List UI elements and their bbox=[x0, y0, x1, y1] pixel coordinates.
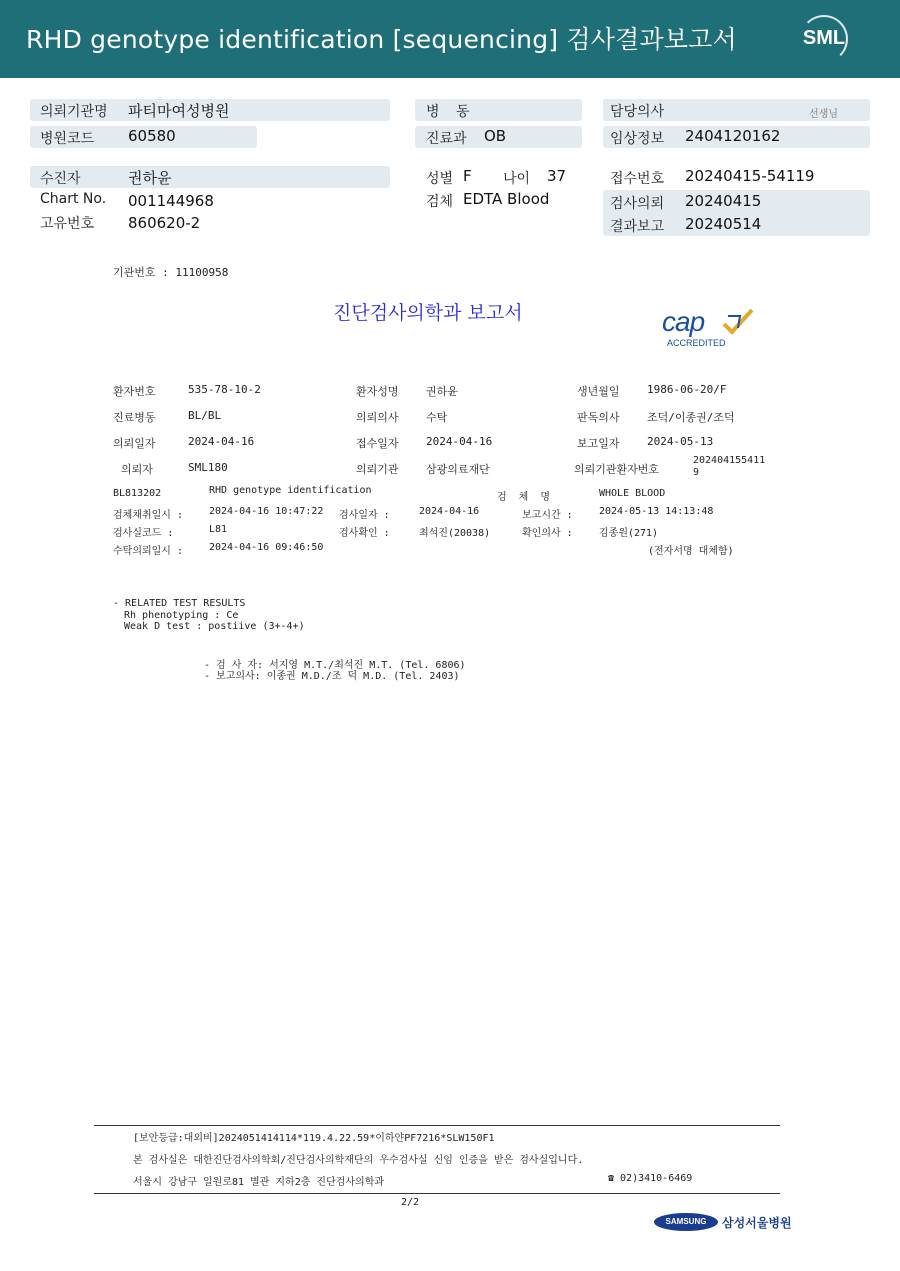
r3-value3: 2024-05-13 bbox=[647, 435, 714, 448]
clinical-label: 임상정보 bbox=[610, 131, 665, 147]
doctor-label: 담당의사 bbox=[610, 104, 665, 120]
m2-label1: 검사실코드 : bbox=[113, 528, 174, 539]
doctor-suffix: 선생님 bbox=[809, 109, 838, 120]
report-label: 결과보고 bbox=[610, 219, 665, 235]
specimen-label: 검체 bbox=[426, 194, 454, 210]
m3-value1: 2024-04-16 09:46:50 bbox=[209, 542, 324, 553]
m3-label1: 수탁의뢰일시 : bbox=[113, 546, 184, 557]
r2-value2: 수탁 bbox=[426, 411, 448, 424]
r1-label1: 환자번호 bbox=[113, 385, 156, 398]
footer-top-rule bbox=[94, 1125, 780, 1126]
cap-accredited: ACCREDITED bbox=[667, 338, 726, 348]
staff-tester: - 검 사 자: 서지영 M.T./최석진 M.T. (Tel. 6806) bbox=[204, 660, 466, 671]
m2-value1: L81 bbox=[209, 524, 228, 535]
agency-number: 기관번호 : 11100958 bbox=[113, 266, 229, 279]
m2-value2: 최석진(20038) bbox=[419, 528, 491, 539]
code-value: 60580 bbox=[128, 127, 176, 145]
sex-value: F bbox=[463, 167, 472, 185]
samsung-logo: SAMSUNG bbox=[654, 1213, 718, 1231]
chart-value: 001144968 bbox=[128, 192, 214, 210]
patient-label: 수진자 bbox=[40, 171, 81, 187]
age-label: 나이 bbox=[503, 171, 531, 187]
cap-logo bbox=[662, 306, 762, 350]
page-number: 2/2 bbox=[401, 1197, 420, 1208]
report-value: 20240514 bbox=[685, 215, 762, 233]
spec-value: WHOLE BLOOD bbox=[599, 488, 666, 499]
receipt-value: 20240415-54119 bbox=[685, 167, 815, 185]
request-value: 20240415 bbox=[685, 192, 762, 210]
r4-value2: 삼광의료재단 bbox=[426, 463, 490, 476]
m1-label1: 검체채취일시 : bbox=[113, 510, 184, 521]
result-weak-d: Weak D test : postiive (3+-4+) bbox=[124, 621, 305, 632]
test-name: RHD genotype identification bbox=[209, 485, 372, 496]
m2-value3: 김종원(271) bbox=[599, 528, 659, 539]
footer-cert: 본 검사실은 대한진단검사의학회/진단검사의학재단의 우수검사실 신임 인증을 받은 검사실입니다. bbox=[133, 1155, 584, 1166]
hospital-name: 삼성서울병원 bbox=[722, 1216, 792, 1230]
r3-value2: 2024-04-16 bbox=[426, 435, 493, 448]
r2-label1: 진료병동 bbox=[113, 411, 156, 424]
r2-label2: 의뢰의사 bbox=[356, 411, 399, 424]
sex-label: 성별 bbox=[426, 171, 454, 187]
ward-label: 병 동 bbox=[426, 104, 476, 120]
dept-label: 진료과 bbox=[426, 131, 467, 147]
receipt-label: 접수번호 bbox=[610, 171, 665, 187]
specimen-value: EDTA Blood bbox=[463, 190, 550, 208]
m1-value3: 2024-05-13 14:13:48 bbox=[599, 506, 714, 517]
r1-value2: 권하윤 bbox=[426, 385, 458, 398]
inst-label: 의뢰기관명 bbox=[40, 104, 108, 120]
r1-value1: 535-78-10-2 bbox=[188, 383, 261, 396]
staff-reporter: - 보고의사: 이종권 M.D./조 덕 M.D. (Tel. 2403) bbox=[204, 671, 460, 682]
r1-label2: 환자성명 bbox=[356, 385, 399, 398]
results-heading: - RELATED TEST RESULTS bbox=[113, 598, 246, 609]
logo-text: SML bbox=[802, 27, 846, 49]
patient-value: 권하윤 bbox=[128, 169, 172, 187]
report-title: 진단검사의학과 보고서 bbox=[333, 302, 523, 324]
m2-label3: 확인의사 : bbox=[522, 528, 573, 539]
r2-label3: 판독의사 bbox=[577, 411, 620, 424]
m1-value2: 2024-04-16 bbox=[419, 506, 480, 517]
patient-box bbox=[30, 166, 390, 188]
sml-logo bbox=[796, 13, 852, 65]
uid-value: 860620-2 bbox=[128, 214, 201, 232]
page-title: RHD genotype identification [sequencing] 검사결과보고서 bbox=[26, 25, 737, 54]
m2-label2: 검사확인 : bbox=[339, 528, 390, 539]
test-code: BL813202 bbox=[113, 488, 162, 499]
r1-value3: 1986-06-20/F bbox=[647, 383, 727, 396]
r2-value3: 조덕/이종권/조덕 bbox=[647, 411, 735, 424]
r2-value1: BL/BL bbox=[188, 409, 222, 422]
e-sign-note: (전자서명 대체함) bbox=[648, 546, 734, 557]
r1-label3: 생년월일 bbox=[577, 385, 620, 398]
dept-value: OB bbox=[484, 127, 507, 145]
r3-value1: 2024-04-16 bbox=[188, 435, 255, 448]
chart-label: Chart No. bbox=[40, 191, 107, 207]
footer-phone: ☎ 02)3410-6469 bbox=[608, 1173, 693, 1184]
footer-address: 서울시 강남구 일원로81 별관 지하2층 진단검사의학과 bbox=[133, 1177, 385, 1188]
inst-value: 파티마여성병원 bbox=[128, 102, 230, 120]
r3-label1: 의뢰일자 bbox=[113, 437, 156, 450]
r4-label3: 의뢰기관환자번호 bbox=[574, 463, 660, 476]
r4-value3-cont: 9 bbox=[693, 467, 700, 478]
r4-label2: 의뢰기관 bbox=[356, 463, 399, 476]
clinical-value: 2404120162 bbox=[685, 127, 781, 145]
cap-check-icon bbox=[720, 306, 756, 336]
r3-label3: 보고일자 bbox=[577, 437, 620, 450]
footer-security: [보안등급:대외비]2024051414114*119.4.22.59*이하얀PF7216*SLW150F1 bbox=[133, 1133, 495, 1144]
uid-label: 고유번호 bbox=[40, 216, 95, 232]
code-label: 병원코드 bbox=[40, 131, 95, 147]
r4-value1: SML180 bbox=[188, 461, 228, 474]
spec-label: 검 체 명 bbox=[497, 492, 554, 503]
r4-label1: 의뢰자 bbox=[121, 463, 153, 476]
age-value: 37 bbox=[547, 167, 567, 185]
m1-label3: 보고시간 : bbox=[522, 510, 573, 521]
m1-label2: 검사일자 : bbox=[339, 510, 390, 521]
result-rh: Rh phenotyping : Ce bbox=[124, 610, 239, 621]
cap-word: cap bbox=[662, 306, 705, 337]
footer-bottom-rule bbox=[94, 1193, 780, 1194]
m1-value1: 2024-04-16 10:47:22 bbox=[209, 506, 324, 517]
r4-value3: 202404155411 bbox=[693, 455, 766, 466]
request-label: 검사의뢰 bbox=[610, 196, 665, 212]
r3-label2: 접수일자 bbox=[356, 437, 399, 450]
